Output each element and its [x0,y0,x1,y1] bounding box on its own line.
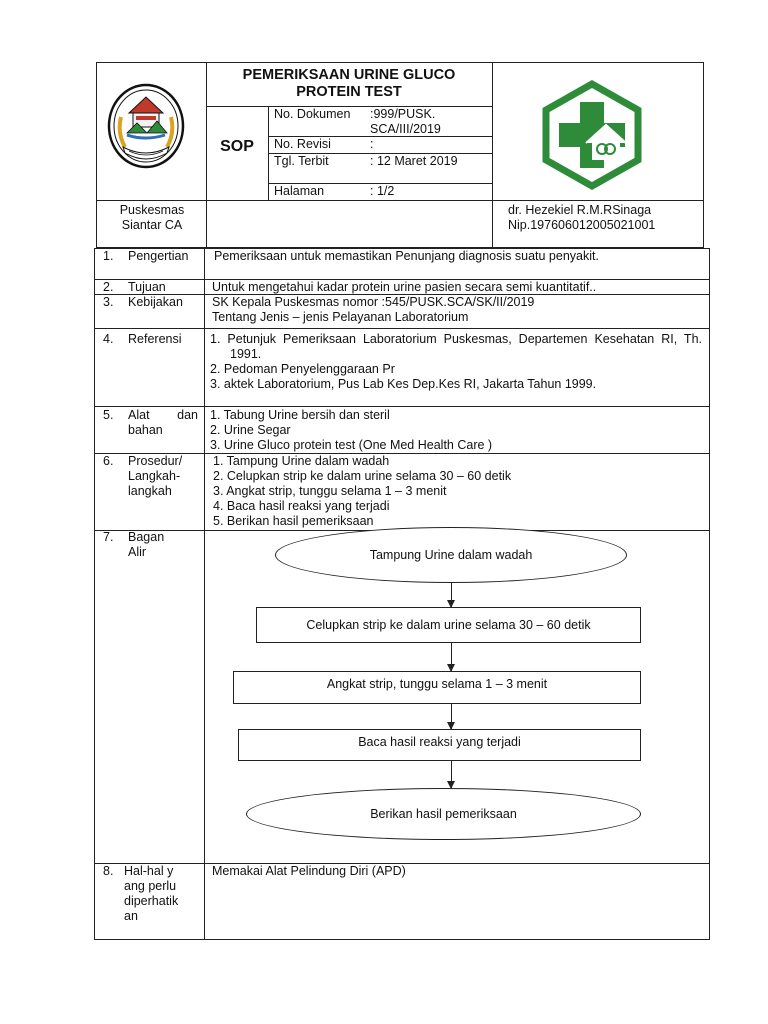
flow-step-box [256,607,641,643]
flow-arrow [451,583,452,607]
flow-start-ellipse [275,527,627,583]
row-label-kebijakan: Kebijakan [128,295,183,309]
page-value: : 1/2 [370,184,395,198]
row-content: Tentang Jenis – jenis Pelayanan Laboratorium [212,310,469,324]
revision-value: : [370,137,374,151]
revision-label: No. Revisi [274,137,331,151]
row-number: 2. [103,280,114,294]
city-emblem-logo [107,83,185,169]
flow-step-label: Angkat strip, tunggu selama 1 – 3 menit [326,677,548,691]
row-content: Untuk mengetahui kadar protein urine pasien secara semi kuantitatif.. [212,280,597,294]
row-content: Memakai Alat Pelindung Diri (APD) [212,864,406,878]
row-number: 7. [103,530,114,544]
flow-step-label: Tampung Urine dalam wadah [369,548,533,562]
row-number: 6. [103,454,114,468]
procedure-step: 4. Baca hasil reaksi yang terjadi [213,499,390,513]
row-number: 3. [103,295,114,309]
flow-step-label: Berikan hasil pemeriksaan [370,807,517,821]
row-label-bagan-alir: Bagan Alir [128,530,165,559]
row-number: 5. [103,408,114,422]
puskesmas-logo [540,80,644,190]
procedure-step: 5. Berikan hasil pemeriksaan [213,514,374,528]
flow-arrow [451,704,452,729]
doc-number-value: :999/PUSK. SCA/III/2019 [370,107,441,136]
flow-step-label: Baca hasil reaksi yang terjadi [358,735,521,749]
row-content: 2. Urine Segar [210,423,291,437]
signer-nip: Nip.197606012005021001 [508,218,656,232]
procedure-step: 1. Tampung Urine dalam wadah [213,454,390,468]
reference-item: 2. Pedoman Penyelenggaraan Pr [210,362,395,376]
page-label: Halaman [274,184,325,198]
organization-name: Puskesmas Siantar CA [119,203,185,232]
flow-arrow [451,761,452,788]
doc-number-label: No. Dokumen [274,107,351,121]
row-label-referensi: Referensi [128,332,182,346]
page-title: PEMERIKSAAN URINE GLUCO PROTEIN TEST [242,67,456,100]
row-number: 1. [103,249,114,263]
row-label-hal-hal: Hal-hal yang perlu diperhatikan [124,864,179,923]
issue-date-label: Tgl. Terbit [274,154,329,168]
row-number: 8. [103,864,114,878]
row-label-pengertian: Pengertian [128,249,189,263]
procedure-step: 3. Angkat strip, tunggu selama 1 – 3 menit [213,484,447,498]
row-content: 3. Urine Gluco protein test (One Med Health Care ) [210,438,493,452]
flow-step-box [238,729,641,761]
sop-label: SOP [220,138,254,155]
row-content: 1. Tabung Urine bersih dan steril [210,408,390,422]
reference-item: 3. aktek Laboratorium, Pus Lab Kes Dep.Kes RI, Jakarta Tahun 1999. [210,377,597,391]
row-content: Pemeriksaan untuk memastikan Penunjang diagnosis suatu penyakit. [214,249,599,263]
row-label-tujuan: Tujuan [128,280,166,294]
flow-step-box [233,671,641,704]
procedure-step: 2. Celupkan strip ke dalam urine selama 30 – 60 detik [213,469,512,483]
flow-step-label: Celupkan strip ke dalam urine selama 30 – 60 detik [306,618,591,632]
issue-date-value: : 12 Maret 2019 [370,154,458,168]
row-number: 4. [103,332,114,346]
signer-name: dr. Hezekiel R.M.RSinaga [508,203,652,217]
reference-item: 1. Petunjuk Pemeriksaan Laboratorium Puskesmas, Departemen Kesehatan RI, Th. 1991. [210,332,702,361]
row-label-prosedur: Prosedur/ Langkah-langkah [128,454,183,498]
row-content: SK Kepala Puskesmas nomor :545/PUSK.SCA/SK/II/2019 [212,295,535,309]
flow-end-ellipse [246,788,641,840]
row-label-alat-bahan: Alat dan bahan [128,408,198,437]
flow-arrow [451,643,452,671]
